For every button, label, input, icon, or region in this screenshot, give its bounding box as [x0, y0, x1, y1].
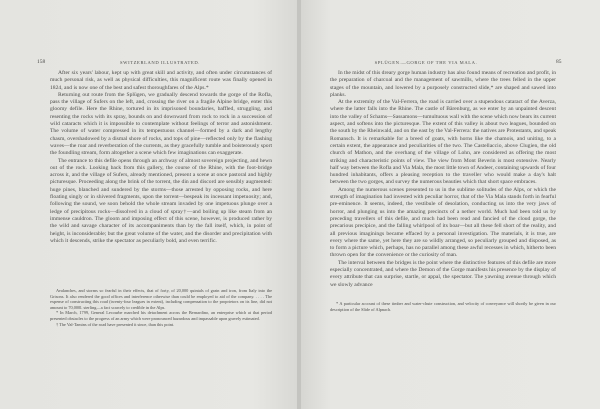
footnote: Avalanches, and storms so fearful in their effects, that of forty, of 20,000 quintals of grain and iron, from Italy into the Grisons. It also rendered the good offices and interference otherwise than could be employed to aid of the company. . . . . The expense of constructing this road (twenty-four leagues in extent), including compensation to the proprietors on its line, did not amount to 70,000l. sterling—a fact scarcely to credible in the Alps. — [50, 288, 272, 310]
paragraph: At the extremity of the Val-Ferrera, the road is carried over a stupendous cataract of the Averza, where the latter falls into the Rhine. The castle of Bärenburg, as we enter by an unpainted descent into the valley of Schams—Sassamons—tumultuous wall with the scene which now bears its current aspect, and softens into the picturesque. The extent of this valley is about two leagues, bounded on the south by the Rheinwald, and on the east by the Val-Ferrera: the natives are Protestants, and speak Romansch. It is remarkable for a breed of goats, with horns like the chamois, and uniting, to a certain extent, the appearance and peculiarities of the two. The Castellaccio, above Clugien, the old church of Mathon, and the overhang of the village of Lohn, are considered as offering the most striking and characteristic points of view. The view from Mont Beverin is most extensive. Nearly half way between the Rofla and Via Mala, the most little town of Andeer, containing upwards of four hundred inhabitants, offers a pleasing reception to the traveller who would make a day's halt between the two gorges, and survey the numerous beauties which that short space embraces. — [330, 99, 556, 186]
footnotes — [330, 301, 556, 313]
page-number: 85 — [556, 59, 562, 65]
running-head: SPLÜGEN.—GORGE OF THE VIA MALA. — [374, 60, 478, 65]
paragraph: After six years' labour, kept up with great skill and activity, and often under circumstances of much personal risk, as well as physical difficulties, this magnificent route was finally opened in 1824, and is now one of the best and safest thoroughfares of the Alps.* — [50, 70, 272, 91]
paragraph: Returning out route from the Splügen, we gradually descend towards the gorge of the Rofla, pass the village of Sufers on the left, and, crossing the river on a fragile Alpine bridge, enter this gloomy defile. Here the Rhine, tortured in its imprisoned boundaries, baffled, struggling, and resenting the rocks with its spray, bounds on and downward from rock to rock in a succession of wild cataracts which it is impossible to contemplate without feelings of terror and astonishment. The volume of water compressed in its tempestuous channel—formed by a dark and lengthy chasm, overshadowed by a dismal shore of rocks, and tops of pine—reflected only by the flashing waves—the roar and reverberation of the currents, as they gracefully tumble and boisterously sport the foundling stream, form altogether a scene which few imaginations can exaggerate. — [50, 91, 272, 157]
footnote: † The Val-Tamins of the road have presented it since, than this point. — [56, 321, 175, 327]
paragraph: The entrance to this defile opens through an archway of almost sovereign projecting, and hewn out of the rock. Looking back from this gallery, the course of the Rhine, with the foot-bridge across it, and the village of Sufers, already mentioned, present a scene at once pastoral and highly picturesque. Proceeding along the brink of the torrent, the din and discord are sensibly augmented: huge pines, blanched and sundered by the storms—those arrested by opposing rocks, and here floating singly or in shivered fragments, upon the torrent—bespeak its incessant impetuosity; and, following the sound, we soon behold the whole stream invaded by one impetuous plunge over a ledge of precipitous rocks—dissolved in a cloud of spray†—and boiling up like steam from an immense cauldron. The gloom and imposing effect of this scene, however, is produced rather by the wild and savage character of its accompaniments than by the fall itself, which, in point of height, is inconsiderable; but the great volume of the water, and the disorder and precipitation with which it descends, strike the spectator as peculiarly bold, and even terrific. — [50, 157, 272, 244]
footnote: * In March, 1799, General Lecourbe marched his detachment across the Bernardino, an enterprise which at that period presented obstacles to the progress of an army which were pronounced hazardous and impassable upon gravely estimated. — [50, 310, 272, 321]
body-text — [330, 70, 556, 298]
footnote: * A particular account of these timber and water-chute construction, and velocity of conveyance will shortly be given in our description of the Slide of Alpnach. — [330, 301, 556, 312]
paragraph: In the midst of this dreary gorge human industry has also found means of recreation and profit, in the preparation of charcoal and the management of sawmills, where the trees felled in the upper stages of the mountain, and lowered by a purposely constructed slide,* are shaped and sawed into planks. — [330, 70, 556, 98]
right-page — [301, 0, 600, 409]
paragraph: The interval between the bridges is the point where the distinctive features of this defile are more especially concentrated, and where the Demon of the Gorge manifests his presence by the display of every attribute that can surprise, startle, or appal, the spectator. The yawning avenue through which we slowly advance — [330, 259, 556, 288]
paragraph: Among the numerous scenes presented to us in the sublime solitudes of the Alps, or which the strength of imagination had invested with peculiar horror, that of the Via Mala stands forth in fearful pre-eminence. It seems, indeed, the vestibule of desolation, conducting us into the very jaws of horror, and plunging us into the amazing precincts of a nether world. Much had been told us by preceding travellers of this defile, and much had been read and fancied of the cloud gorge, the precarious precipice, and the falling whirlpool of its boar—but all these fell short of the reality, and all previous imaginings became effaced by a personal investigation. The materials, it is true, are every where the same, yet here they are so wildly arranged, so peculiarly grouped and disposed, as to form a picture which, perhaps, has no parallel among these awful recesses in which, hitherto been thrown open for the convenience or the curiosity of man. — [330, 186, 556, 259]
running-head: SWITZERLAND ILLUSTRATED. — [120, 60, 200, 65]
page-number: 158 — [37, 59, 46, 65]
left-page — [0, 0, 298, 409]
body-text — [50, 70, 272, 284]
footnotes — [50, 288, 272, 332]
